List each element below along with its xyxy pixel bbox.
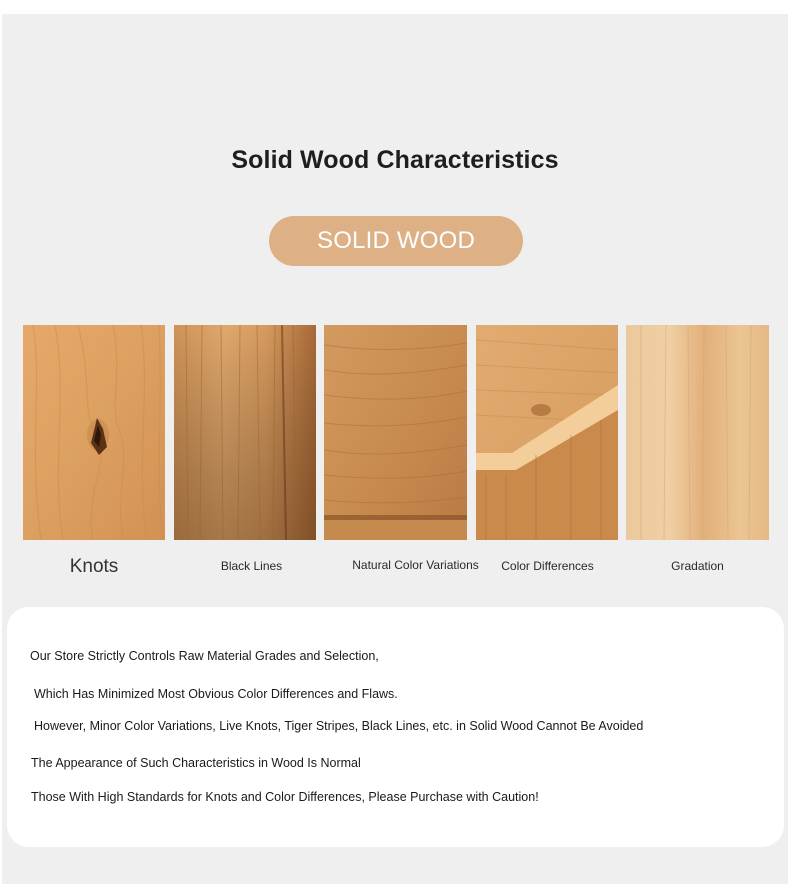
color-differences-wood-photo: [476, 325, 618, 540]
natural-color-variations-wood-photo: [324, 325, 467, 540]
sample-label-natural-color-variations: Natural Color Variations: [352, 558, 479, 572]
notice-line: Our Store Strictly Controls Raw Material Grades and Selection,: [30, 649, 379, 663]
notice-line: Those With High Standards for Knots and Color Differences, Please Purchase with Caution!: [31, 790, 539, 804]
sample-label-color-differences: Color Differences: [501, 559, 594, 573]
sample-label-gradation: Gradation: [671, 559, 724, 573]
notice-line: Which Has Minimized Most Obvious Color Differences and Flaws.: [34, 687, 398, 701]
page-title: Solid Wood Characteristics: [231, 146, 559, 174]
sample-label-black-lines: Black Lines: [220, 559, 283, 573]
sample-label-knots: Knots: [69, 556, 119, 577]
solid-wood-badge: SOLID WOOD: [269, 216, 523, 266]
black-lines-wood-photo: [174, 325, 316, 540]
knots-wood-photo: [23, 325, 165, 540]
gradation-wood-photo: [626, 325, 769, 540]
notice-line: However, Minor Color Variations, Live Knots, Tiger Stripes, Black Lines, etc. in Solid Wood Cannot Be Avoided: [34, 719, 644, 733]
notice-line: The Appearance of Such Characteristics in Wood Is Normal: [31, 756, 361, 770]
